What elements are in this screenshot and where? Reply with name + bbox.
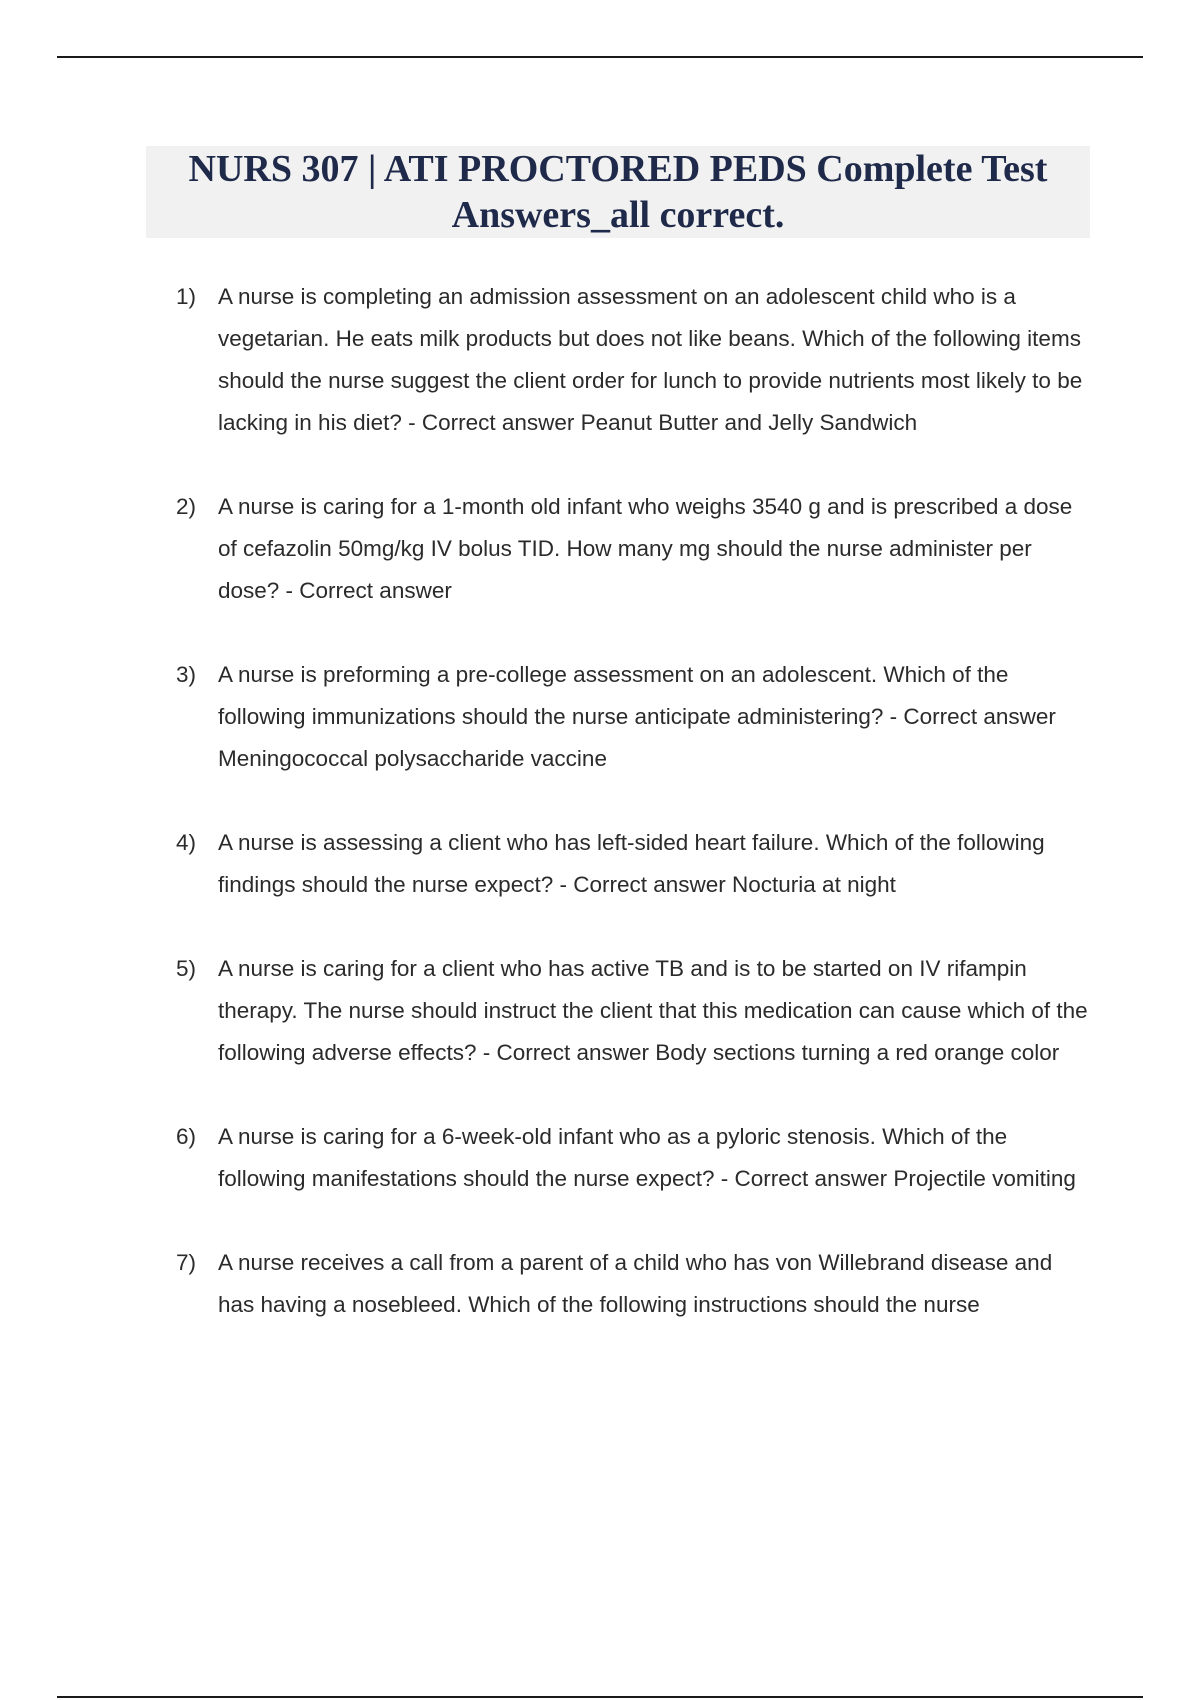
question-text: A nurse is caring for a 6-week-old infant who as a pyloric stenosis. Which of the following manifestations should the nurse expect? - Correct answer Projectile vomiting: [218, 1124, 1076, 1191]
question-item-7: [176, 1242, 1094, 1326]
top-rule: [57, 56, 1143, 58]
question-number: 2): [176, 494, 197, 519]
question-number: 5): [176, 956, 197, 981]
question-text: A nurse is caring for a client who has active TB and is to be started on IV rifampin therapy. The nurse should instruct the client that this medication can cause which of the following adverse effects? - Correct answer Body sections turning a red orange color: [218, 956, 1088, 1065]
question-number: 3): [176, 662, 197, 687]
question-number: 4): [176, 830, 197, 855]
question-item-1: [176, 276, 1094, 444]
question-number: 7): [176, 1250, 197, 1275]
question-item-2: [176, 486, 1094, 612]
question-item-3: [176, 654, 1094, 780]
title-banner: [146, 146, 1090, 238]
question-text: A nurse is caring for a 1-month old infant who weighs 3540 g and is prescribed a dose of cefazolin 50mg/kg IV bolus TID. How many mg should the nurse administer per dose? - Correct answer: [218, 494, 1073, 603]
document-title: NURS 307 | ATI PROCTORED PEDS Complete Test Answers_all correct.: [188, 148, 1048, 236]
question-text: A nurse is assessing a client who has left-sided heart failure. Which of the following findings should the nurse expect? - Correct answer Nocturia at night: [218, 830, 1045, 897]
question-item-5: [176, 948, 1094, 1074]
question-text: A nurse is preforming a pre-college assessment on an adolescent. Which of the following immunizations should the nurse anticipate administering? - Correct answer Meningococcal polysaccharide vaccine: [218, 662, 1056, 771]
bottom-rule: [57, 1696, 1143, 1698]
question-list: [176, 276, 1094, 1368]
question-item-4: [176, 822, 1094, 906]
question-text: A nurse is completing an admission assessment on an adolescent child who is a vegetarian. He eats milk products but does not like beans. Which of the following items should the nurse suggest the client order for lunch to provide nutrients most likely to be lacking in his diet? - Correct answer Peanut Butter and Jelly Sandwich: [218, 284, 1083, 435]
question-number: 6): [176, 1124, 197, 1149]
question-item-6: [176, 1116, 1094, 1200]
question-text: A nurse receives a call from a parent of a child who has von Willebrand disease and has having a nosebleed. Which of the following instructions should the nurse: [218, 1250, 1053, 1317]
question-number: 1): [176, 284, 197, 309]
